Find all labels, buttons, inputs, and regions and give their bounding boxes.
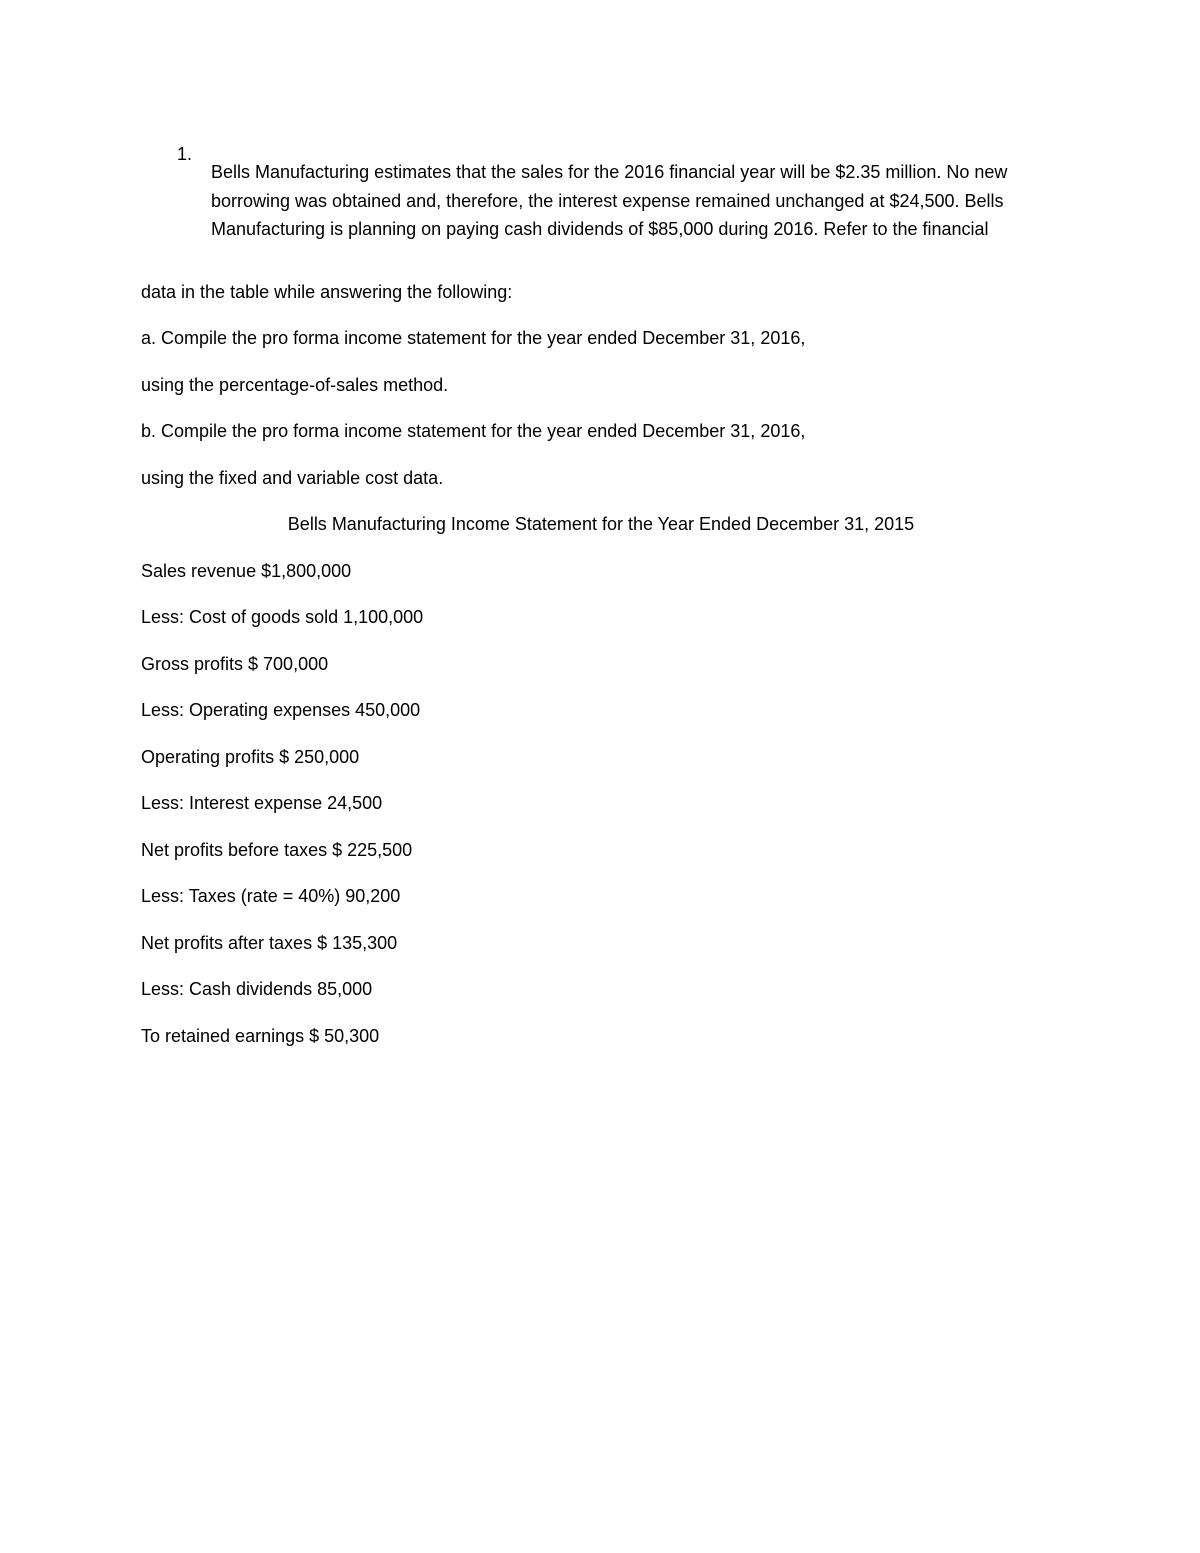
statement-line-net-profits-before-taxes: Net profits before taxes $ 225,500 bbox=[141, 839, 413, 860]
list-number: 1. bbox=[177, 144, 193, 164]
income-statement bbox=[141, 557, 1071, 1051]
statement-line-net-profits-after-taxes: Net profits after taxes $ 135,300 bbox=[141, 932, 398, 953]
part-a-line-1: a. Compile the pro forma income statement for the year ended December 31, 2016, bbox=[141, 328, 806, 348]
statement-line-retained-earnings: To retained earnings $ 50,300 bbox=[141, 1025, 380, 1046]
question-continuation: data in the table while answering the following: bbox=[141, 281, 513, 302]
statement-title: Bells Manufacturing Income Statement for the Year Ended December 31, 2015 bbox=[287, 514, 915, 534]
part-a-line-2: using the percentage-of-sales method. bbox=[141, 374, 449, 395]
part-b-line-1: b. Compile the pro forma income statement for the year ended December 31, 2016, bbox=[141, 421, 806, 441]
statement-line-sales-revenue: Sales revenue $1,800,000 bbox=[141, 560, 352, 581]
statement-line-operating-expenses: Less: Operating expenses 450,000 bbox=[141, 700, 421, 720]
statement-line-gross-profits: Gross profits $ 700,000 bbox=[141, 653, 329, 674]
document-content bbox=[141, 140, 1071, 1068]
statement-line-cost-of-goods-sold: Less: Cost of goods sold 1,100,000 bbox=[141, 607, 424, 627]
statement-line-taxes: Less: Taxes (rate = 40%) 90,200 bbox=[141, 886, 401, 906]
statement-line-interest-expense: Less: Interest expense 24,500 bbox=[141, 793, 383, 813]
statement-line-operating-profits: Operating profits $ 250,000 bbox=[141, 746, 360, 767]
part-b-line-2: using the fixed and variable cost data. bbox=[141, 467, 444, 488]
question-intro: Bells Manufacturing estimates that the sales for the 2016 financial year will be $2.35 million. No new borrowing was obtained and, therefore, the interest expense remained unchanged at $24,500. Bells Manufacturing is planning on paying cash dividends of $85,000 during 2016. Refer to the financial bbox=[211, 162, 1008, 239]
question-1 bbox=[141, 140, 1071, 262]
statement-line-cash-dividends: Less: Cash dividends 85,000 bbox=[141, 979, 373, 999]
